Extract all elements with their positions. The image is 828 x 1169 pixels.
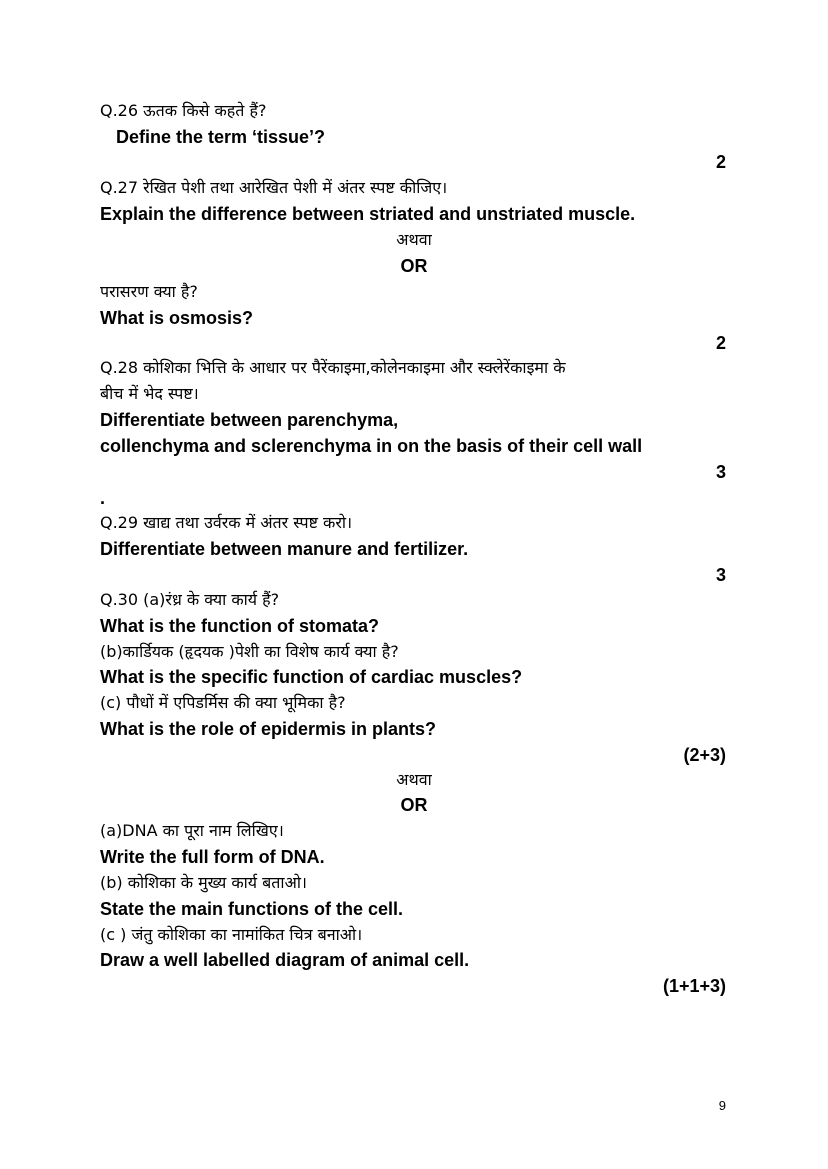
q30-b-english: What is the specific function of cardiac muscles? [100, 667, 523, 687]
q30-alt-marks: (1+1+3) [662, 976, 726, 996]
q28-english-line2: collenchyma and sclerenchyma in on the basis of their cell wall [100, 436, 643, 456]
q30-b-hindi: (b)कार्डियक (हृदयक )पेशी का विशेष कार्य क्या है? [100, 642, 399, 661]
q30-c-hindi: (c) पौधों में एपिडर्मिस की क्या भूमिका है? [100, 693, 346, 712]
q30-a-english: What is the function of stomata? [100, 616, 379, 636]
q30-alt-b-english: State the main functions of the cell. [100, 899, 404, 919]
q27-alt-english: What is osmosis? [100, 308, 254, 328]
q27-or-hindi: अथवा [396, 230, 432, 249]
q30-alt-b-hindi: (b) कोशिका के मुख्य कार्य बताओ। [100, 873, 307, 892]
q29-english: Differentiate between manure and fertilizer. [100, 539, 469, 559]
q27-english: Explain the difference between striated and unstriated muscle. [100, 204, 636, 224]
q30-or-english: OR [400, 795, 428, 815]
page-number: 9 [718, 1098, 726, 1113]
q28-english-line1: Differentiate between parenchyma, [100, 410, 399, 430]
q30-marks: (2+3) [683, 745, 726, 765]
q29-hindi: Q.29 खाद्य तथा उर्वरक में अंतर स्पष्ट करो। [100, 513, 353, 532]
q27-or-english: OR [400, 256, 428, 276]
q29-marks: 3 [715, 565, 726, 585]
q30-alt-c-english: Draw a well labelled diagram of animal cell. [100, 950, 470, 970]
q30-c-english: What is the role of epidermis in plants? [100, 719, 437, 739]
q28-marks: 3 [715, 462, 726, 482]
q27-alt-hindi: परासरण क्या है? [100, 282, 198, 301]
q30-a-hindi: Q.30 (a)रंध्र के क्या कार्य हैं? [100, 590, 280, 609]
q26-english: Define the term ‘tissue’? [116, 127, 326, 147]
q30-or-hindi: अथवा [396, 770, 432, 789]
q26-hindi: Q.26 ऊतक किसे कहते हैं? [100, 101, 267, 120]
q26-marks: 2 [715, 152, 726, 172]
q30-alt-c-hindi: (c ) जंतु कोशिका का नामांकित चित्र बनाओ। [100, 925, 363, 944]
q28-trailing-period: . [100, 488, 106, 508]
q28-hindi-line1: Q.28 कोशिका भित्ति के आधार पर पैरेंकाइमा,कोलेनकाइमा और स्क्लेरेंकाइमा के [100, 358, 566, 377]
q28-hindi-line2: बीच में भेद स्पष्ट। [100, 384, 199, 403]
q30-alt-a-hindi: (a)DNA का पूरा नाम लिखिए। [100, 821, 284, 840]
q30-alt-a-english: Write the full form of DNA. [100, 847, 325, 867]
q27-marks: 2 [715, 333, 726, 353]
q27-hindi: Q.27 रेखित पेशी तथा आरेखित पेशी में अंतर स्पष्ट कीजिए। [100, 178, 448, 197]
